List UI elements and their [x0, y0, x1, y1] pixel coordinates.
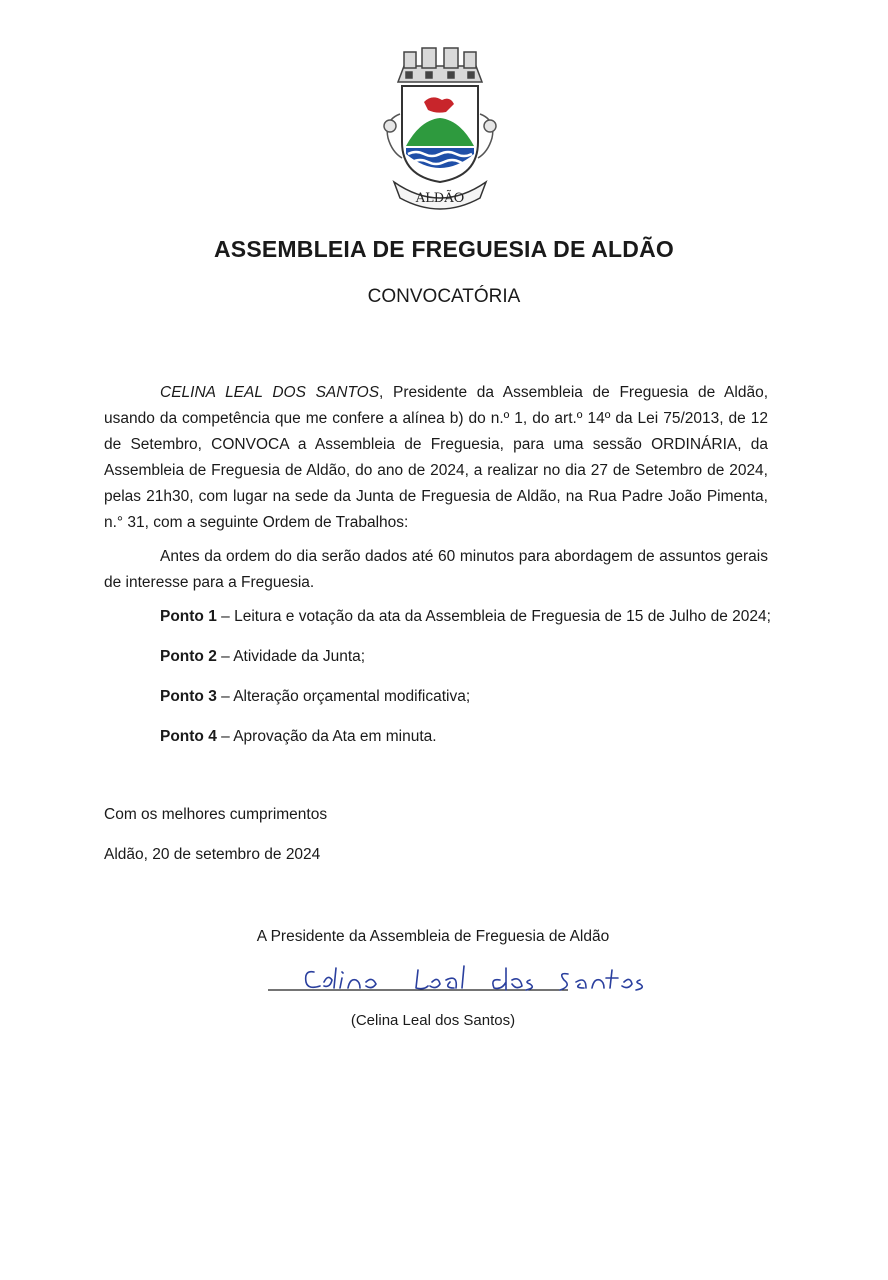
closing-line: Com os melhores cumprimentos: [104, 806, 328, 823]
document-title: ASSEMBLEIA DE FREGUESIA DE ALDÃO: [213, 236, 675, 262]
shield: [402, 86, 478, 182]
preamble-paragraph: Antes da ordem do dia serão dados até 60 minutos para abordagem de assuntos gerais de interesse para a Freguesia.: [104, 548, 768, 591]
place-date: Aldão, 20 de setembro de 2024: [104, 846, 321, 863]
president-name: CELINA LEAL DOS SANTOS: [160, 384, 380, 401]
convocation-paragraph: [104, 380, 768, 536]
signatory-role: A Presidente da Assembleia de Freguesia de Aldão: [256, 928, 610, 945]
signatory-name: (Celina Leal dos Santos): [350, 1012, 516, 1029]
agenda-point: Ponto 2 – Atividade da Junta;: [160, 648, 366, 665]
crest-text: ALDÃO: [415, 191, 465, 206]
handwritten-signature: [268, 960, 668, 1004]
agenda-point: Ponto 1 – Leitura e votação da ata da Assembleia de Freguesia de 15 de Julho de 2024;: [160, 608, 771, 625]
document-subtitle: CONVOCATÓRIA: [367, 286, 521, 307]
convocation-text: , Presidente da Assembleia de Freguesia de Aldão, usando da competência que me confere a alínea b) do n.º 1, do art.º 14º da Lei 75/2013, de 12 de Setembro, CONVOCA a Assembleia de Freguesia, para uma sessão ORDINÁRIA, da Assembleia de Freguesia de Aldão, do ano de 2024, a realizar no dia 27 de Setembro de 2024, pelas 21h30, com lugar na sede da Junta de Freguesia de Aldão, na Rua Padre João Pimenta, n.° 31, com a seguinte Ordem de Trabalhos:: [104, 384, 769, 531]
coat-of-arms-logo: [376, 42, 504, 212]
mural-crown: [398, 48, 482, 82]
agenda-point: Ponto 4 – Aprovação da Ata em minuta.: [160, 728, 437, 745]
agenda-point: Ponto 3 – Alteração orçamental modificativa;: [160, 688, 471, 705]
